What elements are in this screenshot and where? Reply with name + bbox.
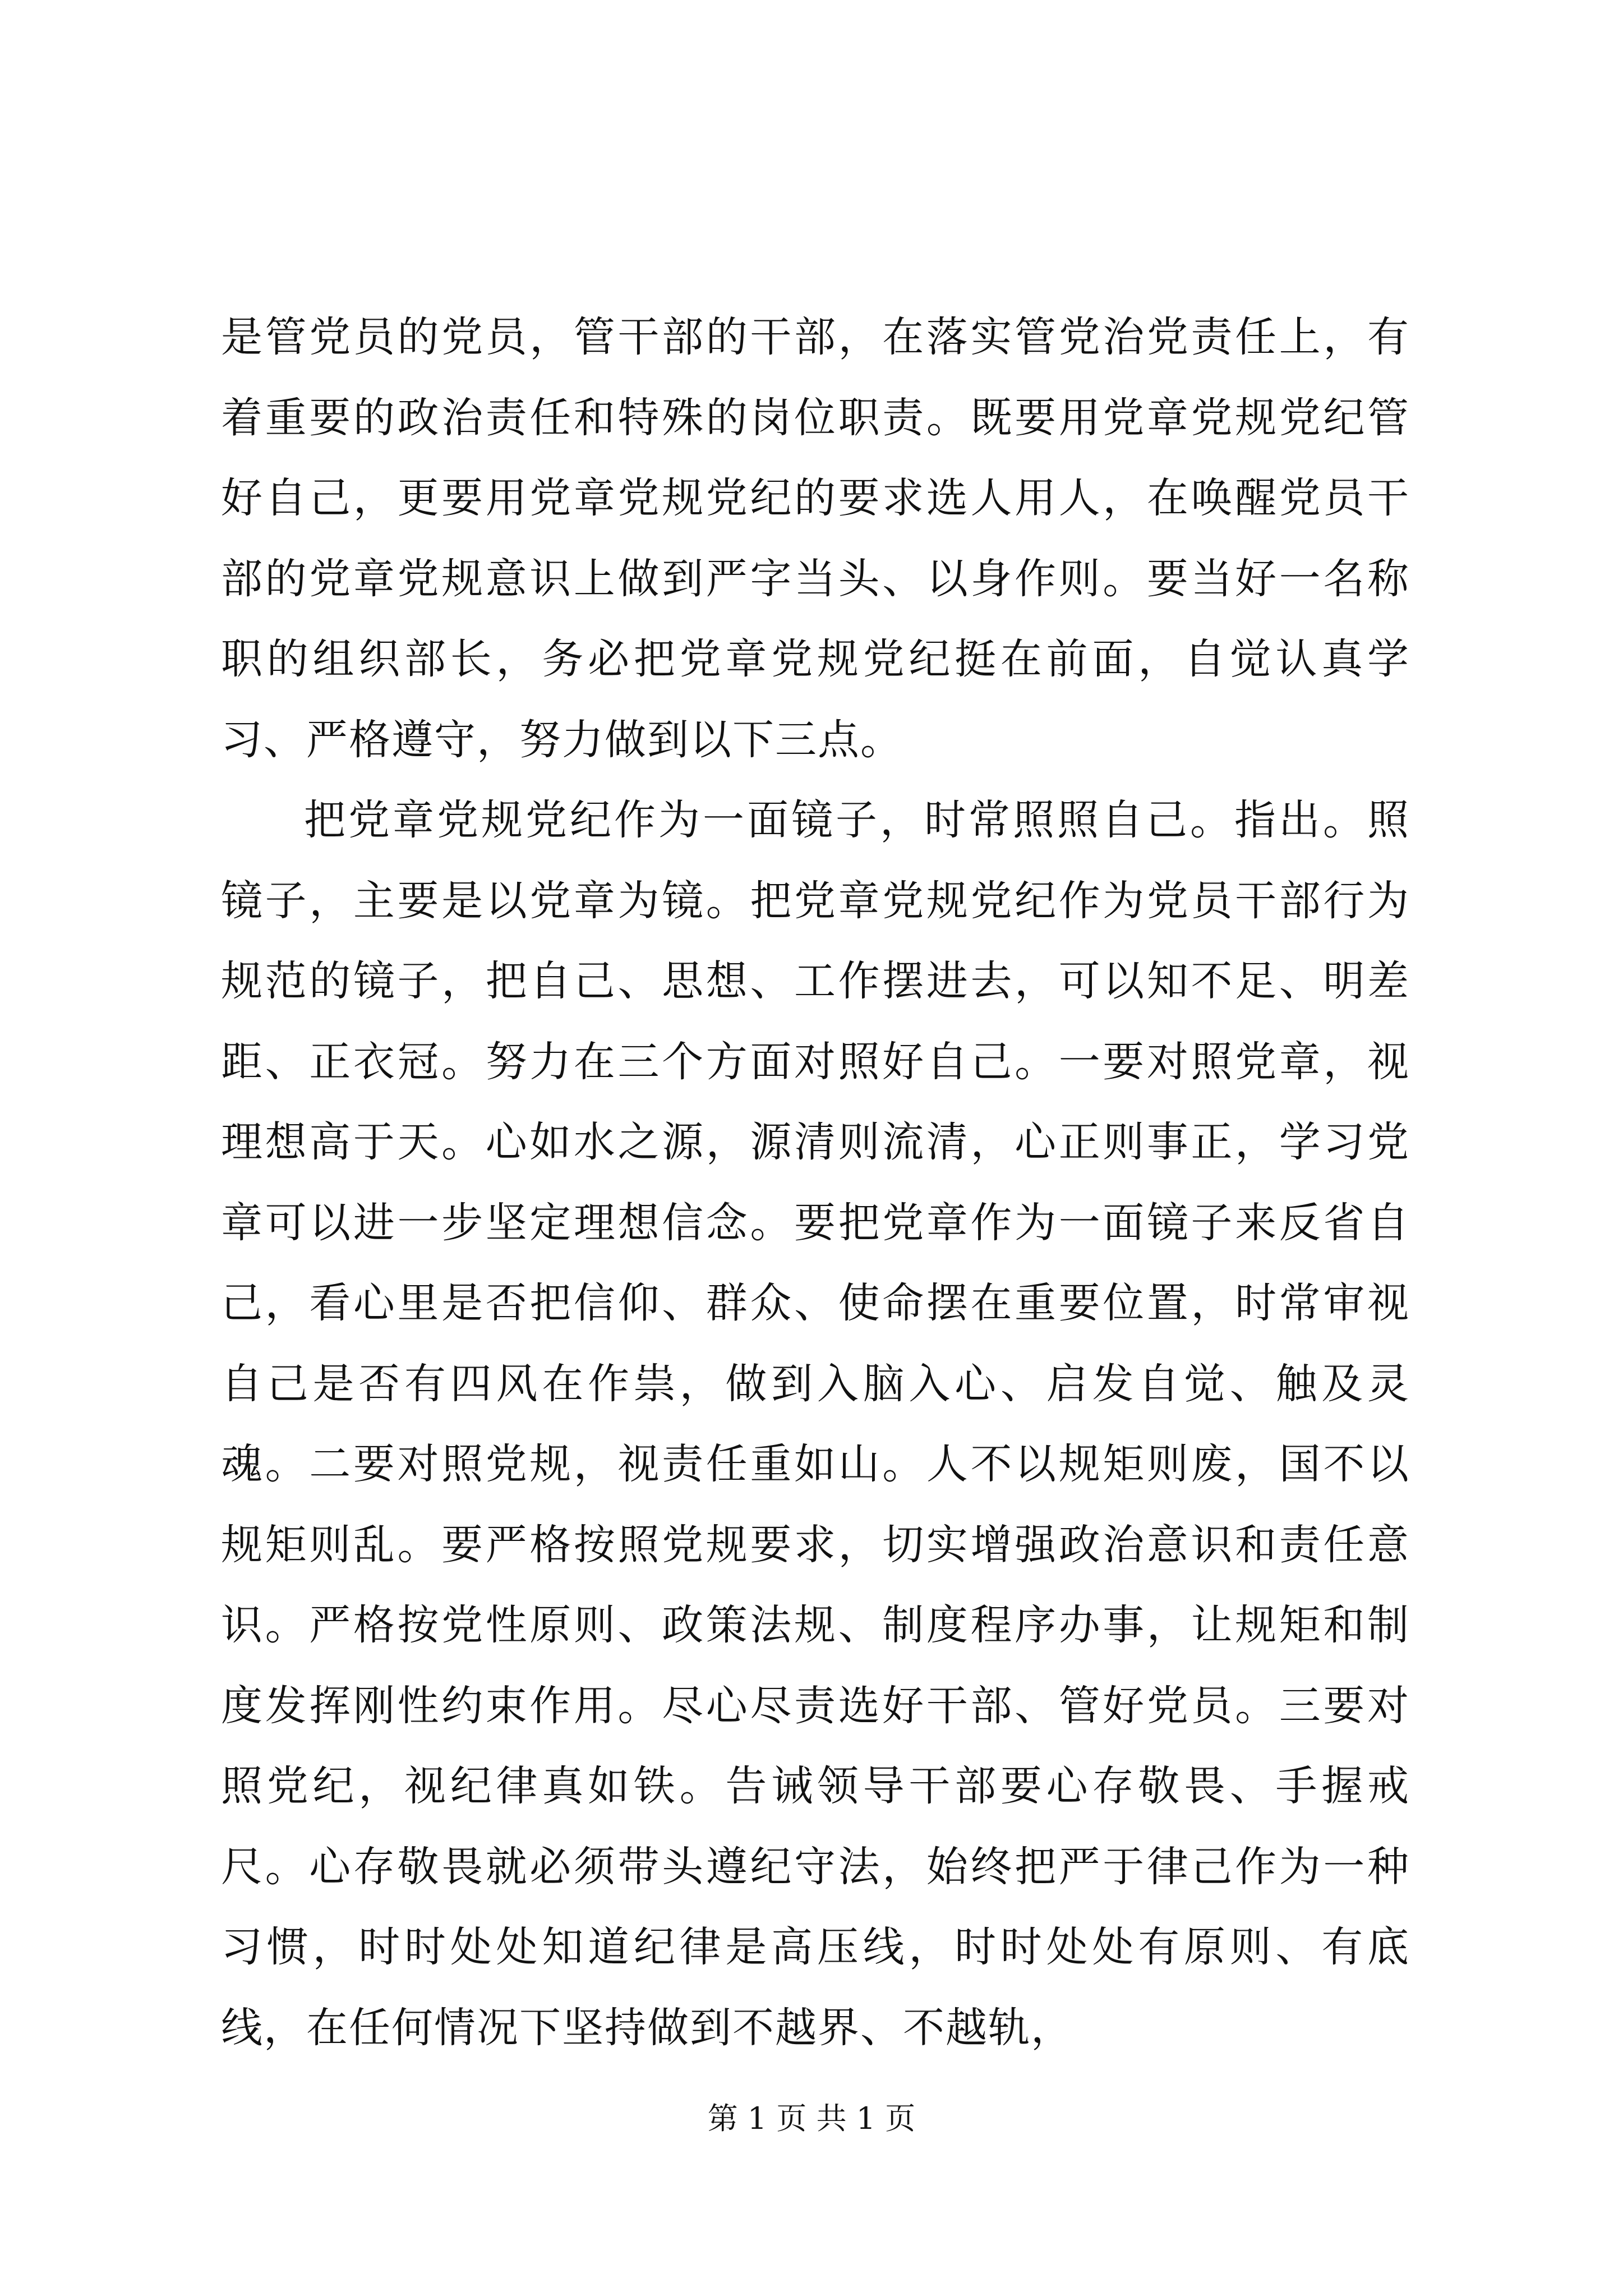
document-body	[221, 297, 1410, 2068]
paragraph-1: 是管党员的党员，管干部的干部，在落实管党治党责任上，有着重要的政治责任和特殊的岗位职责。既要用党章党规党纪管好自己，更要用党章党规党纪的要求选人用人，在唤醒党员干部的党章党规意识上做到严字当头、以身作则。要当好一名称职的组织部长，务必把党章党规党纪挺在前面，自觉认真学习、严格遵守，努力做到以下三点。	[221, 313, 1410, 764]
page-footer: 第 1 页 共 1 页	[707, 2101, 916, 2136]
paragraph-2: 把党章党规党纪作为一面镜子，时常照照自己。指出。照镜子，主要是以党章为镜。把党章党规党纪作为党员干部行为规范的镜子，把自己、思想、工作摆进去，可以知不足、明差距、正衣冠。努力在三个方面对照好自己。一要对照党章，视理想高于天。心如水之源，源清则流清，心正则事正，学习党章可以进一步坚定理想信念。要把党章作为一面镜子来反省自己，看心里是否把信仰、群众、使命摆在重要位置，时常审视自己是否有四风在作祟，做到入脑入心、启发自觉、触及灵魂。二要对照党规，视责任重如山。人不以规矩则废，国不以规矩则乱。要严格按照党规要求，切实增强政治意识和责任意识。严格按党性原则、政策法规、制度程序办事，让规矩和制度发挥刚性约束作用。尽心尽责选好干部、管好党员。三要对照党纪，视纪律真如铁。告诫领导干部要心存敬畏、手握戒尺。心存敬畏就必须带头遵纪守法，始终把严于律己作为一种习惯，时时处处知道纪律是高压线，时时处处有原则、有底线，在任何情况下坚持做到不越界、不越轨，	[221, 796, 1410, 2052]
